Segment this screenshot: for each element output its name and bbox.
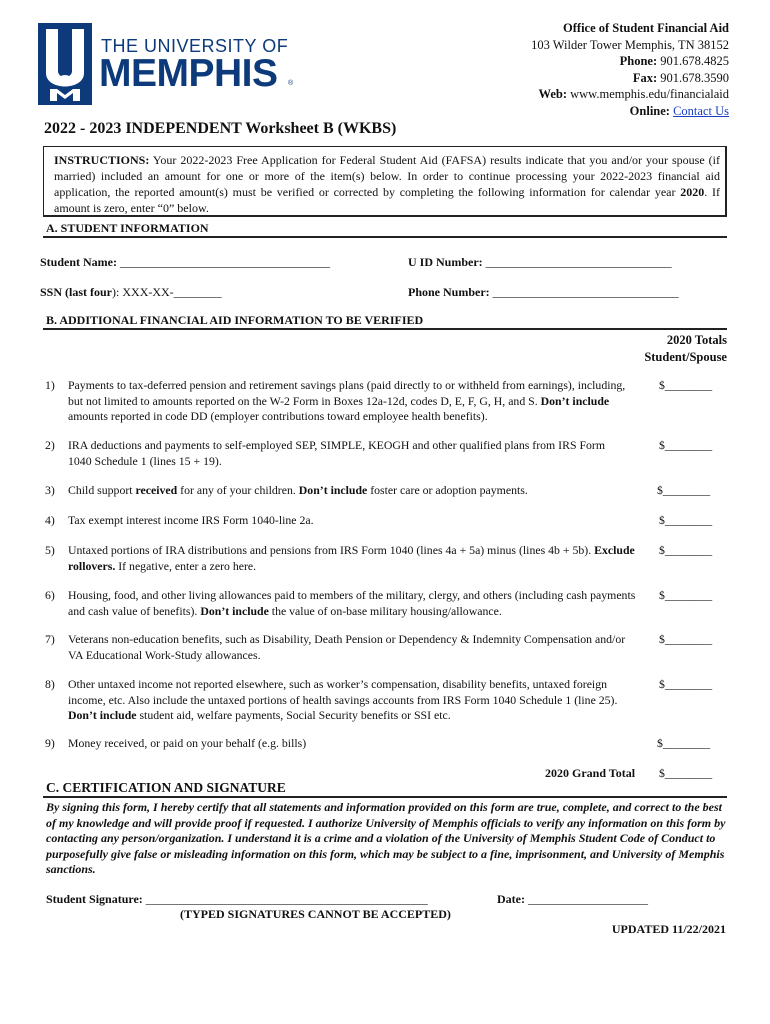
item-3-amount[interactable]: $________ xyxy=(657,483,711,497)
student-name-field[interactable]: Student Name: ___________________________________ xyxy=(40,255,330,269)
section-c-heading: C. CERTIFICATION AND SIGNATURE xyxy=(46,780,286,795)
item-4-text: Tax exempt interest income IRS Form 1040-line 2a. xyxy=(68,513,314,527)
item-3-text: Child support received for any of your children. Don’t include foster care or adoption payments. xyxy=(68,483,528,497)
item-number: 2) xyxy=(45,438,55,452)
item-number: 5) xyxy=(45,543,55,557)
item-1-text: Payments to tax-deferred pension and retirement savings plans (paid directly to or withheld from earnings), including, but not limited to amounts reported on the W-2 Form in Boxes 12a-12d, codes D, E, F, G, H, and S. Don’t include amounts reported in code DD (employer contributions toward employee health benefits). xyxy=(68,378,626,423)
item-2-amount[interactable]: $________ xyxy=(659,438,713,452)
office-contact-block xyxy=(531,20,729,119)
logo-text-line1: THE UNIVERSITY OF xyxy=(101,36,289,56)
phone-number-field[interactable]: Phone Number: _______________________________ xyxy=(408,285,679,299)
updated-date: UPDATED 11/22/2021 xyxy=(611,922,726,936)
item-number: 9) xyxy=(45,736,55,750)
section-a-heading: A. STUDENT INFORMATION xyxy=(46,221,209,235)
item-number: 6) xyxy=(45,588,55,602)
item-number: 8) xyxy=(45,677,55,691)
logo-registered-mark: ® xyxy=(288,80,294,87)
item-6-text: Housing, food, and other living allowances paid to members of the military, clergy, and others (including cash payments and cash value of benefits). Don’t include the value of on-base military housing/allowance. xyxy=(68,588,636,618)
office-online: Online: Contact Us xyxy=(629,103,729,118)
item-number: 4) xyxy=(45,513,55,527)
item-7-text: Veterans non-education benefits, such as Disability, Death Pension or Dependency & Indemnity Compensation and/or VA Educational Work-Study allowances. xyxy=(68,632,626,662)
uid-number-field[interactable]: U ID Number: _______________________________ xyxy=(408,255,672,269)
section-a-rule xyxy=(43,236,727,238)
item-number: 1) xyxy=(45,378,55,392)
section-c-rule xyxy=(43,796,727,798)
item-1-amount[interactable]: $________ xyxy=(659,378,713,392)
item-4-amount[interactable]: $________ xyxy=(659,513,713,527)
item-9-text: Money received, or paid on your behalf (e.g. bills) xyxy=(68,736,307,750)
item-8-text: Other untaxed income not reported elsewhere, such as worker’s compensation, disability benefits, untaxed foreign income, etc. Also include the untaxed portions of health savings accounts from IRS Form 1040 Schedule 1 (line 25). Don’t include student aid, welfare payments, Social Security benefits or SSI etc. xyxy=(68,677,618,722)
date-field[interactable]: Date: ____________________ xyxy=(497,892,648,906)
item-5-amount[interactable]: $________ xyxy=(659,543,713,557)
page-title: 2022 - 2023 INDEPENDENT Worksheet B (WKBS) xyxy=(44,120,397,137)
contact-us-link[interactable]: Contact Us xyxy=(673,103,729,118)
item-number: 7) xyxy=(45,632,55,646)
office-address: 103 Wilder Tower Memphis, TN 38152 xyxy=(531,37,729,52)
item-6-amount[interactable]: $________ xyxy=(659,588,713,602)
logo-text-line2: MEMPHIS xyxy=(99,52,278,95)
item-7-amount[interactable]: $________ xyxy=(659,632,713,646)
certification-text: By signing this form, I hereby certify that all statements and information provided on this form are true, complete, and correct to the best of my knowledge and will provide proof if requested. I authorize University of Memphis officials to verify any information on this form by contacting any person/organization. I understand it is a crime and a violation of the University of Memphis Student Code of Conduct to purposefully give false or misleading information on this form, which may be subject to a fine, imprisonment, and University of Memphis sanctions. xyxy=(46,800,726,876)
typed-signature-note: (TYPED SIGNATURES CANNOT BE ACCEPTED) xyxy=(180,907,451,921)
totals-column-header: 2020 Totals Student/Spouse xyxy=(644,333,727,364)
item-number: 3) xyxy=(45,483,55,497)
section-b-heading: B. ADDITIONAL FINANCIAL AID INFORMATION TO BE VERIFIED xyxy=(46,313,424,327)
ssn-field[interactable]: SSN (last four): XXX-XX-________ xyxy=(40,285,222,299)
office-phone: Phone: 901.678.4825 xyxy=(619,54,729,68)
item-8-amount[interactable]: $________ xyxy=(659,677,713,691)
section-b-rule xyxy=(43,328,727,330)
student-signature-field[interactable]: Student Signature: _______________________________________________ xyxy=(46,892,428,906)
item-9-amount[interactable]: $________ xyxy=(657,736,711,750)
item-2-text: IRA deductions and payments to self-employed SEP, SIMPLE, KEOGH and other qualified plans from IRS Form 1040 Schedule 1 (lines 15 + 19). xyxy=(68,438,606,468)
instructions-text: INSTRUCTIONS: Your 2022-2023 Free Application for Federal Student Aid (FAFSA) results indicate that you and/or your spouse (if married) included an amount for one or more of the item(s) below. In order to continue processing your 2022-2023 financial aid application, the reported amount(s) must be verified or corrected by completing the following information for calendar year 2020. If amount is zero, enter “0” below. xyxy=(54,153,721,215)
office-web: Web: www.memphis.edu/financialaid xyxy=(538,87,729,101)
item-5-text: Untaxed portions of IRA distributions and pensions from IRS Form 1040 (lines 4a + 5a) minus (lines 4b + 5b). Exclude rollovers. If negative, enter a zero here. xyxy=(68,543,635,573)
grand-total-label: 2020 Grand Total xyxy=(545,766,636,780)
office-name: Office of Student Financial Aid xyxy=(563,21,729,35)
university-logo-mark xyxy=(38,23,92,105)
office-fax: Fax: 901.678.3590 xyxy=(632,70,729,85)
grand-total-amount[interactable]: $________ xyxy=(659,766,713,780)
